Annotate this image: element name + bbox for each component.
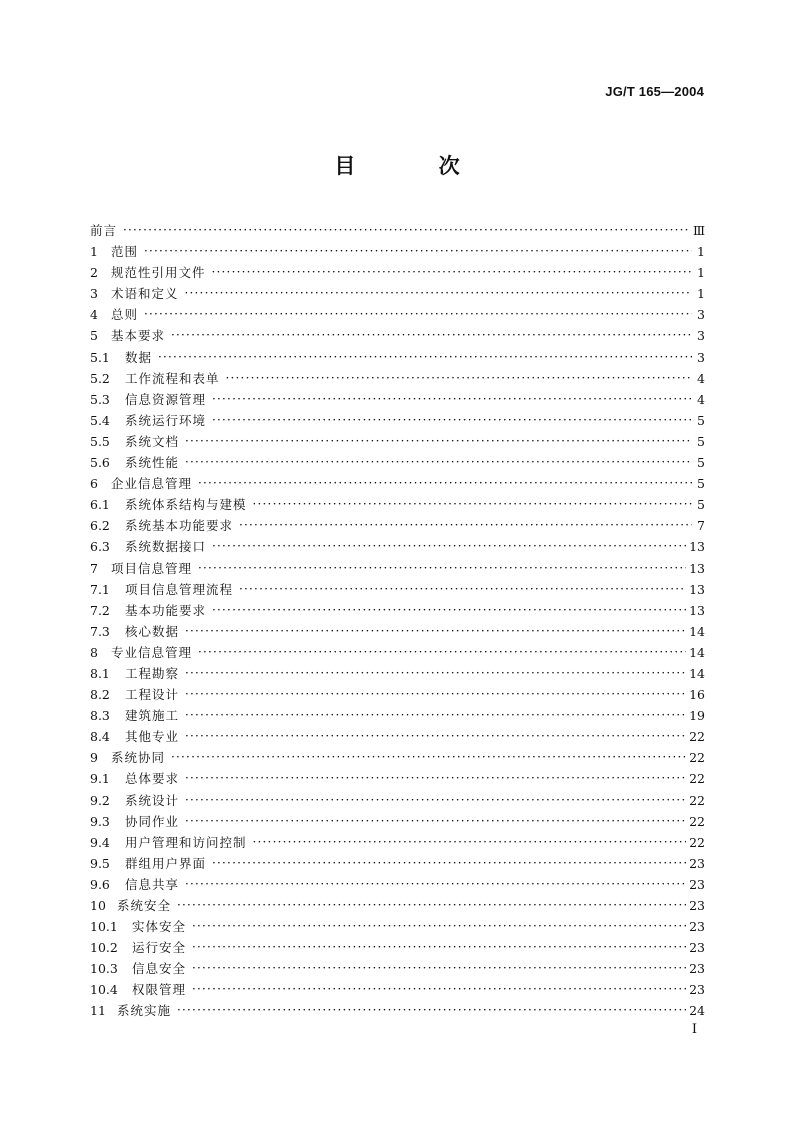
toc-entry — [90, 1000, 705, 1021]
toc-entry-number: 6 — [90, 476, 98, 492]
toc-entry-number: 8.1 — [90, 665, 110, 681]
toc-entry — [90, 621, 705, 642]
toc-entry — [90, 325, 705, 346]
toc-leader-dots — [192, 937, 686, 958]
toc-entry-number: 5.5 — [90, 433, 110, 449]
toc-entry — [90, 600, 705, 621]
toc-entry — [90, 389, 705, 410]
toc-entry-page: 23 — [689, 919, 705, 935]
toc-entry — [90, 958, 705, 979]
page-title: 目 次 — [334, 154, 498, 178]
toc-leader-dots — [171, 747, 686, 768]
toc-entry — [90, 642, 705, 663]
toc-leader-dots — [212, 262, 692, 283]
toc-entry-label: 项目信息管理 — [111, 560, 193, 576]
toc-entry-number: 5.6 — [90, 455, 110, 471]
toc-entry-page: 13 — [689, 539, 705, 555]
toc-entry — [90, 515, 705, 536]
toc-entry — [90, 832, 705, 853]
toc-entry-label: 系统安全 — [117, 898, 172, 913]
toc-leader-dots — [198, 558, 686, 579]
toc-entry-number: 8.4 — [90, 729, 110, 745]
toc-leader-dots — [177, 1000, 686, 1021]
toc-entry-label: 系统基本功能要求 — [125, 518, 234, 534]
toc-entry-number: 5 — [90, 328, 98, 344]
toc-entry-label: 前言 — [90, 223, 118, 238]
toc-leader-dots — [239, 515, 692, 536]
toc-entry-page: 1 — [697, 265, 705, 281]
toc-entry-number: 10.2 — [90, 940, 118, 956]
toc-leader-dots — [185, 811, 686, 832]
toc-entry-label: 数据 — [125, 349, 153, 365]
toc-entry — [90, 494, 705, 515]
toc-leader-dots — [212, 536, 686, 557]
toc-entry-label: 信息安全 — [132, 961, 187, 977]
toc-entry — [90, 452, 705, 473]
toc-entry — [90, 895, 705, 916]
toc-leader-dots — [123, 220, 690, 241]
toc-entry-label: 信息共享 — [125, 876, 180, 892]
toc-leader-dots — [158, 347, 692, 368]
toc-leader-dots — [185, 621, 686, 642]
toc-entry-page: 14 — [689, 644, 705, 660]
toc-entry-page: 23 — [689, 940, 705, 956]
toc-entry-number: 5.2 — [90, 370, 110, 386]
toc-entry — [90, 220, 705, 241]
toc-leader-dots — [185, 431, 692, 452]
toc-entry — [90, 304, 705, 325]
toc-entry-page: 13 — [689, 602, 705, 618]
toc-entry-label: 权限管理 — [132, 982, 187, 998]
toc-leader-dots — [185, 705, 686, 726]
toc-entry-page: 22 — [689, 750, 705, 766]
toc-leader-dots — [177, 895, 686, 916]
toc-entry — [90, 916, 705, 937]
toc-entry-label: 系统运行环境 — [125, 412, 207, 428]
toc-entry-number: 9.4 — [90, 834, 110, 850]
toc-entry — [90, 262, 705, 283]
toc-entry-number: 3 — [90, 286, 98, 302]
toc-leader-dots — [185, 452, 692, 473]
toc-entry-label: 其他专业 — [125, 729, 180, 745]
toc-entry-number: 5.4 — [90, 412, 110, 428]
toc-leader-dots — [212, 410, 692, 431]
toc-leader-dots — [185, 768, 686, 789]
toc-entry-number: 10.4 — [90, 982, 118, 998]
toc-entry-label: 运行安全 — [132, 940, 187, 956]
toc-entry — [90, 979, 705, 1000]
toc-entry-page: 5 — [697, 433, 705, 449]
toc-entry-page: 22 — [689, 792, 705, 808]
toc-entry-page: 23 — [689, 982, 705, 998]
toc-entry — [90, 768, 705, 789]
toc-entry-label: 范围 — [111, 244, 139, 260]
toc-entry-number: 9.1 — [90, 771, 110, 787]
toc-leader-dots — [171, 325, 692, 346]
toc-entry — [90, 937, 705, 958]
toc-entry — [90, 431, 705, 452]
toc-entry — [90, 558, 705, 579]
toc-leader-dots — [212, 853, 686, 874]
toc-entry-label: 工程勘察 — [125, 665, 180, 681]
toc-leader-dots — [192, 916, 686, 937]
toc-entry-page: 22 — [689, 729, 705, 745]
standard-code: JG/T 165—2004 — [605, 84, 704, 99]
toc-entry-label: 核心数据 — [125, 623, 180, 639]
toc-entry-label: 系统文档 — [125, 433, 180, 449]
toc-entry-number: 7.3 — [90, 623, 110, 639]
toc-entry-page: 13 — [689, 560, 705, 576]
toc-entry-label: 规范性引用文件 — [111, 265, 206, 281]
toc-entry-number: 9.6 — [90, 876, 110, 892]
toc-leader-dots — [185, 684, 686, 705]
toc-entry-number: 7.1 — [90, 581, 110, 597]
table-of-contents — [90, 220, 705, 1022]
toc-entry-label: 基本功能要求 — [125, 602, 207, 618]
toc-entry — [90, 536, 705, 557]
toc-entry-page: 5 — [697, 497, 705, 513]
toc-entry — [90, 579, 705, 600]
page-number: I — [691, 1022, 697, 1037]
toc-entry-page: 3 — [697, 349, 705, 365]
toc-leader-dots — [192, 958, 686, 979]
toc-entry-page: Ⅲ — [692, 223, 705, 238]
toc-leader-dots — [226, 368, 692, 389]
toc-leader-dots — [185, 790, 686, 811]
toc-entry-number: 1 — [90, 244, 98, 260]
toc-entry-label: 信息资源管理 — [125, 391, 207, 407]
toc-entry-number: 4 — [90, 307, 98, 323]
toc-entry-label: 系统实施 — [117, 1003, 172, 1019]
toc-entry-number: 2 — [90, 265, 98, 281]
toc-entry-page: 14 — [689, 665, 705, 681]
toc-entry-number: 7.2 — [90, 602, 110, 618]
toc-entry-label: 系统协同 — [111, 750, 166, 766]
toc-entry — [90, 283, 705, 304]
toc-leader-dots — [144, 241, 692, 262]
toc-entry-number: 8.3 — [90, 708, 110, 724]
toc-entry-number: 7 — [90, 560, 98, 576]
toc-entry-page: 13 — [689, 581, 705, 597]
toc-leader-dots — [198, 473, 692, 494]
toc-entry-page: 1 — [697, 286, 705, 302]
toc-entry-page: 22 — [689, 834, 705, 850]
toc-entry-label: 协同作业 — [125, 813, 180, 829]
toc-leader-dots — [239, 579, 686, 600]
toc-leader-dots — [198, 642, 686, 663]
toc-entry-page: 14 — [689, 623, 705, 639]
toc-entry-number: 10.1 — [90, 919, 118, 935]
toc-entry-page: 22 — [689, 771, 705, 787]
toc-entry-label: 总则 — [111, 307, 139, 323]
toc-entry-page: 5 — [697, 412, 705, 428]
toc-entry-label: 建筑施工 — [125, 708, 180, 724]
toc-entry — [90, 811, 705, 832]
toc-entry-number: 9.5 — [90, 855, 110, 871]
toc-entry-page: 4 — [697, 391, 705, 407]
toc-entry — [90, 705, 705, 726]
toc-entry-label: 系统设计 — [125, 792, 180, 808]
toc-entry-number: 5.1 — [90, 349, 110, 365]
toc-entry-page: 3 — [697, 307, 705, 323]
toc-entry-label: 术语和定义 — [111, 286, 179, 302]
toc-entry-page: 4 — [697, 370, 705, 386]
toc-entry — [90, 874, 705, 895]
toc-entry-number: 9.3 — [90, 813, 110, 829]
toc-entry — [90, 684, 705, 705]
toc-entry — [90, 410, 705, 431]
toc-entry — [90, 790, 705, 811]
toc-entry-number: 6.3 — [90, 539, 110, 555]
toc-entry — [90, 663, 705, 684]
toc-entry — [90, 347, 705, 368]
toc-entry-label: 企业信息管理 — [111, 476, 193, 492]
toc-entry-page: 5 — [697, 476, 705, 492]
toc-entry-label: 用户管理和访问控制 — [125, 834, 247, 850]
toc-entry-number: 6.1 — [90, 497, 110, 513]
toc-entry-label: 工程设计 — [125, 687, 180, 703]
toc-entry — [90, 241, 705, 262]
toc-entry-label: 专业信息管理 — [111, 644, 193, 660]
toc-leader-dots — [192, 979, 686, 1000]
toc-entry-page: 24 — [689, 1003, 705, 1019]
toc-entry-label: 总体要求 — [125, 771, 180, 787]
toc-leader-dots — [253, 494, 692, 515]
toc-entry-number: 10 — [90, 898, 106, 913]
toc-entry-label: 系统数据接口 — [125, 539, 207, 555]
toc-leader-dots — [212, 389, 692, 410]
toc-entry-label: 项目信息管理流程 — [125, 581, 234, 597]
toc-entry-page: 23 — [689, 898, 705, 913]
toc-leader-dots — [253, 832, 687, 853]
toc-entry-number: 6.2 — [90, 518, 110, 534]
toc-leader-dots — [185, 283, 692, 304]
toc-entry — [90, 747, 705, 768]
toc-entry-number: 8.2 — [90, 687, 110, 703]
toc-entry-label: 实体安全 — [132, 919, 187, 935]
toc-entry-page: 22 — [689, 813, 705, 829]
toc-entry-page: 23 — [689, 855, 705, 871]
toc-entry-number: 5.3 — [90, 391, 110, 407]
toc-entry-label: 系统体系结构与建模 — [125, 497, 247, 513]
toc-entry-page: 19 — [689, 708, 705, 724]
toc-leader-dots — [185, 726, 686, 747]
toc-entry-page: 23 — [689, 876, 705, 892]
toc-entry-page: 1 — [697, 244, 705, 260]
toc-entry-page: 16 — [689, 687, 705, 703]
toc-leader-dots — [185, 874, 686, 895]
toc-entry-number: 10.3 — [90, 961, 118, 977]
toc-entry-number: 8 — [90, 644, 98, 660]
toc-entry — [90, 853, 705, 874]
toc-entry-page: 23 — [689, 961, 705, 977]
toc-entry-page: 7 — [697, 518, 705, 534]
toc-entry-page: 5 — [697, 455, 705, 471]
toc-entry-label: 工作流程和表单 — [125, 370, 220, 386]
toc-entry — [90, 368, 705, 389]
toc-entry — [90, 473, 705, 494]
toc-entry-number: 9 — [90, 750, 98, 766]
toc-entry-label: 系统性能 — [125, 455, 180, 471]
toc-entry — [90, 726, 705, 747]
toc-leader-dots — [212, 600, 686, 621]
toc-entry-page: 3 — [697, 328, 705, 344]
toc-entry-number: 11 — [90, 1003, 106, 1019]
toc-leader-dots — [144, 304, 692, 325]
toc-entry-label: 基本要求 — [111, 328, 166, 344]
toc-entry-number: 9.2 — [90, 792, 110, 808]
toc-entry-label: 群组用户界面 — [125, 855, 207, 871]
toc-leader-dots — [185, 663, 686, 684]
